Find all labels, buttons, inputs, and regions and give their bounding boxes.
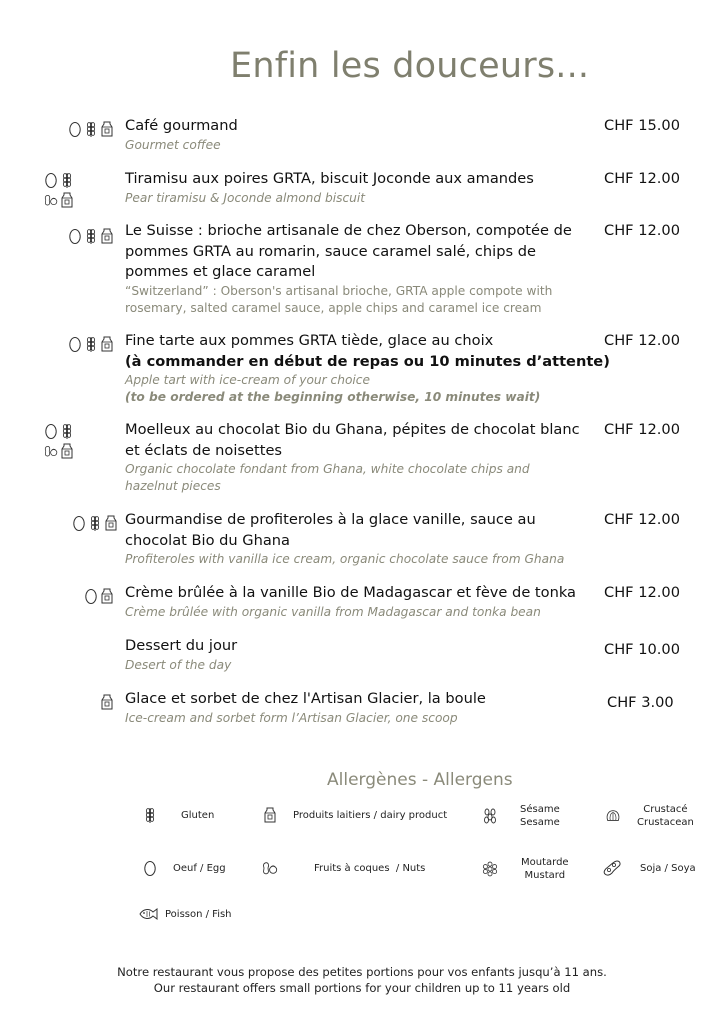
allergens-title: Allergènes - Allergens <box>327 770 513 790</box>
legend-label: Produits laitiers / dairy product <box>293 809 448 821</box>
item-name-fr: Dessert du jour <box>125 637 238 654</box>
legend-label <box>637 803 694 829</box>
legend-label-fr: Sésame <box>520 804 560 815</box>
dairy-icon <box>100 335 114 353</box>
legend-label <box>520 803 560 829</box>
item-name-en: Organic chocolate fondant from Ghana, white chocolate chips and hazelnut pieces <box>125 462 530 493</box>
legend-label: Gluten <box>181 809 215 821</box>
crustacean-icon <box>605 807 619 825</box>
allergen-icons <box>44 693 114 711</box>
dairy-icon <box>262 806 276 824</box>
gluten-icon <box>84 227 98 245</box>
legend-label-fr: Moutarde <box>521 857 569 868</box>
legend-label: Poisson / Fish <box>165 908 232 920</box>
legend-soy <box>602 859 696 877</box>
mustard-icon <box>482 860 496 878</box>
item-name-en: “Switzerland” : Oberson's artisanal brioche, GRTA apple compote with rosemary, salted caramel sauce, apple chips and caramel ice cream <box>125 283 553 315</box>
egg-icon <box>68 120 82 138</box>
allergen-icons <box>44 587 114 605</box>
legend-mustard <box>482 856 569 882</box>
item-name-fr: Le Suisse : brioche artisanale de chez Oberson, compotée de pommes GRTA au romarin, sauce caramel salé, chips de pommes et glace caramel <box>125 222 572 280</box>
legend-nuts <box>262 859 425 877</box>
legend-label-fr: Crustacé <box>643 804 688 815</box>
dairy-icon <box>100 587 114 605</box>
legend-label: Oeuf / Egg <box>173 862 226 874</box>
item-price: CHF 12.00 <box>604 222 680 239</box>
dairy-icon <box>104 514 118 532</box>
item-name-en: Desert of the day <box>125 657 232 672</box>
item-name-en: Profiteroles with vanilla ice cream, organic chocolate sauce from Ghana <box>125 552 565 566</box>
legend-dairy <box>262 806 447 824</box>
fish-icon <box>137 905 159 923</box>
legend-label: Fruits à coques / Nuts <box>314 862 426 874</box>
item-name-en: Pear tiramisu & Joconde almond biscuit <box>125 190 366 205</box>
dairy-icon <box>100 693 114 711</box>
gluten-icon <box>142 806 156 824</box>
gluten-icon <box>88 514 102 532</box>
item-name-fr: Fine tarte aux pommes GRTA tiède, glace au choix <box>125 332 494 349</box>
item-name-fr: Moelleux au chocolat Bio du Ghana, pépites de chocolat blanc et éclats de noisettes <box>125 421 580 459</box>
item-price: CHF 12.00 <box>604 332 680 349</box>
item-price: CHF 12.00 <box>604 170 680 187</box>
item-name-fr: Crème brûlée à la vanille Bio de Madagascar et fève de tonka <box>125 584 576 601</box>
item-price: CHF 10.00 <box>604 641 680 658</box>
item-name-en: Crème brûlée with organic vanilla from Madagascar and tonka bean <box>125 604 541 619</box>
legend-egg <box>142 859 226 877</box>
item-price: CHF 15.00 <box>604 117 680 134</box>
item-name-fr: Café gourmand <box>125 117 238 134</box>
legend-label-en: Sesame <box>520 817 560 828</box>
item-price: CHF 12.00 <box>604 421 680 438</box>
footer-note-en: Our restaurant offers small portions for your children up to 11 years old <box>153 981 571 995</box>
egg-icon <box>44 171 58 189</box>
item-name-en: Gourmet coffee <box>125 137 221 152</box>
page-title: Enfin les douceurs... <box>230 46 590 86</box>
legend-label-en: Crustacean <box>637 817 694 828</box>
item-name-en: Ice-cream and sorbet form l’Artisan Glacier, one scoop <box>125 710 458 725</box>
legend-crustacean <box>605 803 694 829</box>
gluten-icon <box>84 120 98 138</box>
item-price: CHF 3.00 <box>607 694 674 711</box>
sesame-icon <box>482 807 496 825</box>
nuts-icon <box>44 442 58 460</box>
item-name-fr: Gourmandise de profiteroles à la glace vanille, sauce au chocolat Bio du Ghana <box>125 511 536 549</box>
item-name-en: Apple tart with ice-cream of your choice <box>125 373 370 387</box>
egg-icon <box>84 587 98 605</box>
gluten-icon <box>60 422 74 440</box>
egg-icon <box>44 422 58 440</box>
egg-icon <box>68 335 82 353</box>
nuts-icon <box>262 859 276 877</box>
dairy-icon <box>100 227 114 245</box>
gluten-icon <box>60 171 74 189</box>
allergen-icons <box>44 422 114 460</box>
allergen-icons <box>48 514 118 532</box>
dairy-icon <box>60 191 74 209</box>
nuts-icon <box>44 191 58 209</box>
item-name-fr: Tiramisu aux poires GRTA, biscuit Joconde aux amandes <box>125 170 534 187</box>
gluten-icon <box>84 335 98 353</box>
egg-icon <box>142 859 156 877</box>
item-note-fr: (à commander en début de repas ou 10 minutes d’attente) <box>125 352 610 370</box>
legend-label-en: Mustard <box>524 870 566 881</box>
footer-note <box>0 964 724 996</box>
allergen-icons <box>44 120 114 138</box>
item-price: CHF 12.00 <box>604 511 680 528</box>
footer-note-fr: Notre restaurant vous propose des petites portions pour vos enfants jusqu’à 11 ans. <box>117 965 607 979</box>
dairy-icon <box>60 442 74 460</box>
item-note-en: (to be ordered at the beginning otherwise, 10 minutes wait) <box>125 390 541 404</box>
allergen-icons <box>44 227 114 245</box>
dairy-icon <box>100 120 114 138</box>
egg-icon <box>68 227 82 245</box>
item-name-fr: Glace et sorbet de chez l'Artisan Glacier, la boule <box>125 690 486 707</box>
allergen-icons <box>44 335 114 353</box>
legend-label <box>521 856 569 882</box>
legend-label: Soja / Soya <box>640 862 696 874</box>
allergen-icons <box>44 171 114 209</box>
soy-icon <box>602 859 622 877</box>
item-price: CHF 12.00 <box>604 584 680 601</box>
legend-sesame <box>482 803 560 829</box>
legend-fish <box>137 905 232 923</box>
egg-icon <box>72 514 86 532</box>
legend-gluten <box>142 806 214 824</box>
